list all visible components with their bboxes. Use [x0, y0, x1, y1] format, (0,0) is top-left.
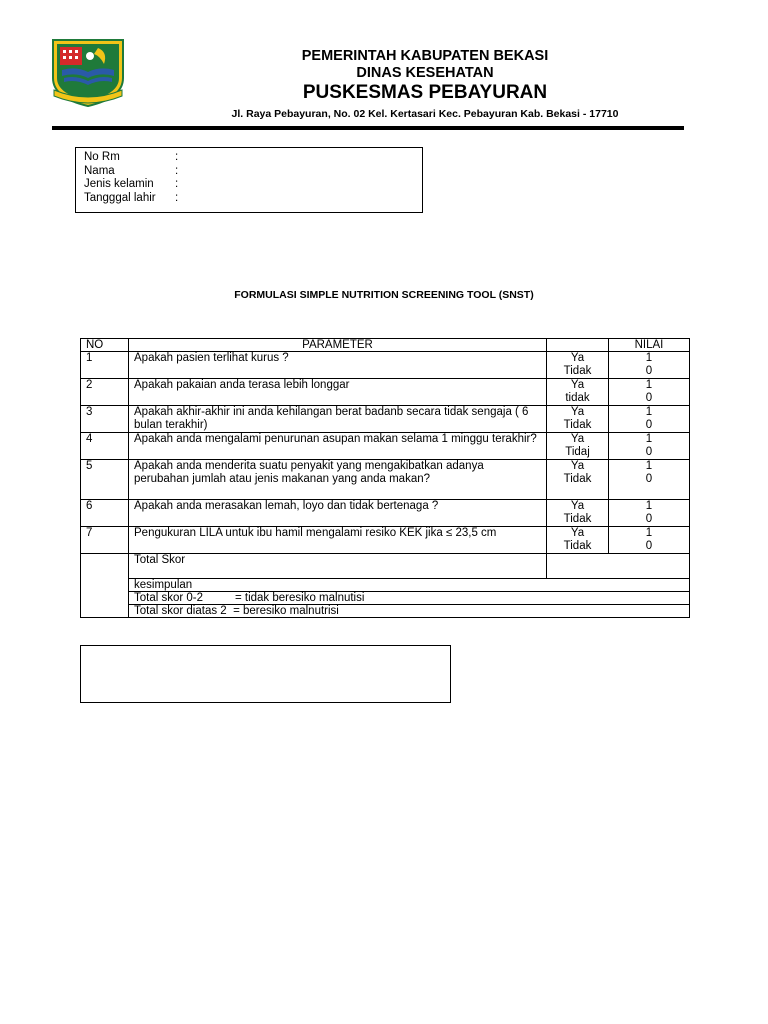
- letterhead-divider: [52, 126, 684, 130]
- notes-box: [80, 645, 451, 703]
- conclusion-row: [81, 592, 690, 605]
- table-row: 6 Apakah anda merasakan lemah, loyo dan tidak bertenaga ? Ya Tidak 1 0: [81, 500, 690, 527]
- bekasi-emblem-logo: [50, 38, 126, 108]
- table-row: 5 Apakah anda menderita suatu penyakit yang mengakibatkan adanya perubahan jumlah atau jenis makanan yang anda makan? Ya Tidak 1 0: [81, 460, 690, 500]
- header-no: NO: [81, 339, 129, 352]
- conclusion-line: Total skor 0-2 = tidak beresiko malnutisi: [129, 592, 690, 605]
- field-jenis-kelamin: Jenis kelamin :: [84, 178, 179, 190]
- table-row: 4 Apakah anda mengalami penurunan asupan makan selama 1 minggu terakhir? Ya Tidaj 1 0: [81, 433, 690, 460]
- header-answer: [547, 339, 609, 352]
- table-row: 2 Apakah pakaian anda terasa lebih longgar Ya tidak 1 0: [81, 379, 690, 406]
- government-name: PEMERINTAH KABUPATEN BEKASI: [301, 48, 549, 64]
- total-score-label: Total Skor: [129, 554, 547, 579]
- conclusion-row: [81, 605, 690, 618]
- letterhead: [140, 48, 710, 124]
- conclusion-label: kesimpulan: [129, 579, 690, 592]
- patient-identity-box: [75, 147, 423, 213]
- table-row: 1 Apakah pasien terlihat kurus ? Ya Tidak 1 0: [81, 352, 690, 379]
- conclusion-line: Total skor diatas 2 = beresiko malnutrisi: [129, 605, 690, 618]
- institution-address: Jl. Raya Pebayuran, No. 02 Kel. Kertasari Kec. Pebayuran Kab. Bekasi - 17710: [231, 108, 619, 120]
- table-row: 3 Apakah akhir-akhir ini anda kehilangan berat badanb secara tidak sengaja ( 6 bulan terakhir) Ya Tidak 1 0: [81, 406, 690, 433]
- total-score-value: [547, 554, 690, 579]
- field-no-rm: No Rm :: [84, 151, 179, 163]
- table-row: 7 Pengukuran LILA untuk ibu hamil mengalami resiko KEK jika ≤ 23,5 cm Ya Tidak 1 0: [81, 527, 690, 554]
- institution-name: PUSKESMAS PEBAYURAN: [302, 82, 548, 103]
- field-nama: Nama :: [84, 164, 179, 177]
- table-header-row: [81, 339, 690, 352]
- header-parameter: PARAMETER: [129, 339, 547, 352]
- form-title: FORMULASI SIMPLE NUTRITION SCREENING TOOL (SNST): [234, 289, 534, 301]
- field-tanggal-lahir: Tangggal lahir :: [84, 191, 179, 204]
- conclusion-row: [81, 579, 690, 592]
- total-score-row: [81, 554, 690, 579]
- department-name: DINAS KESEHATAN: [356, 65, 494, 81]
- snst-table: [80, 338, 690, 618]
- header-nilai: NILAI: [609, 339, 690, 352]
